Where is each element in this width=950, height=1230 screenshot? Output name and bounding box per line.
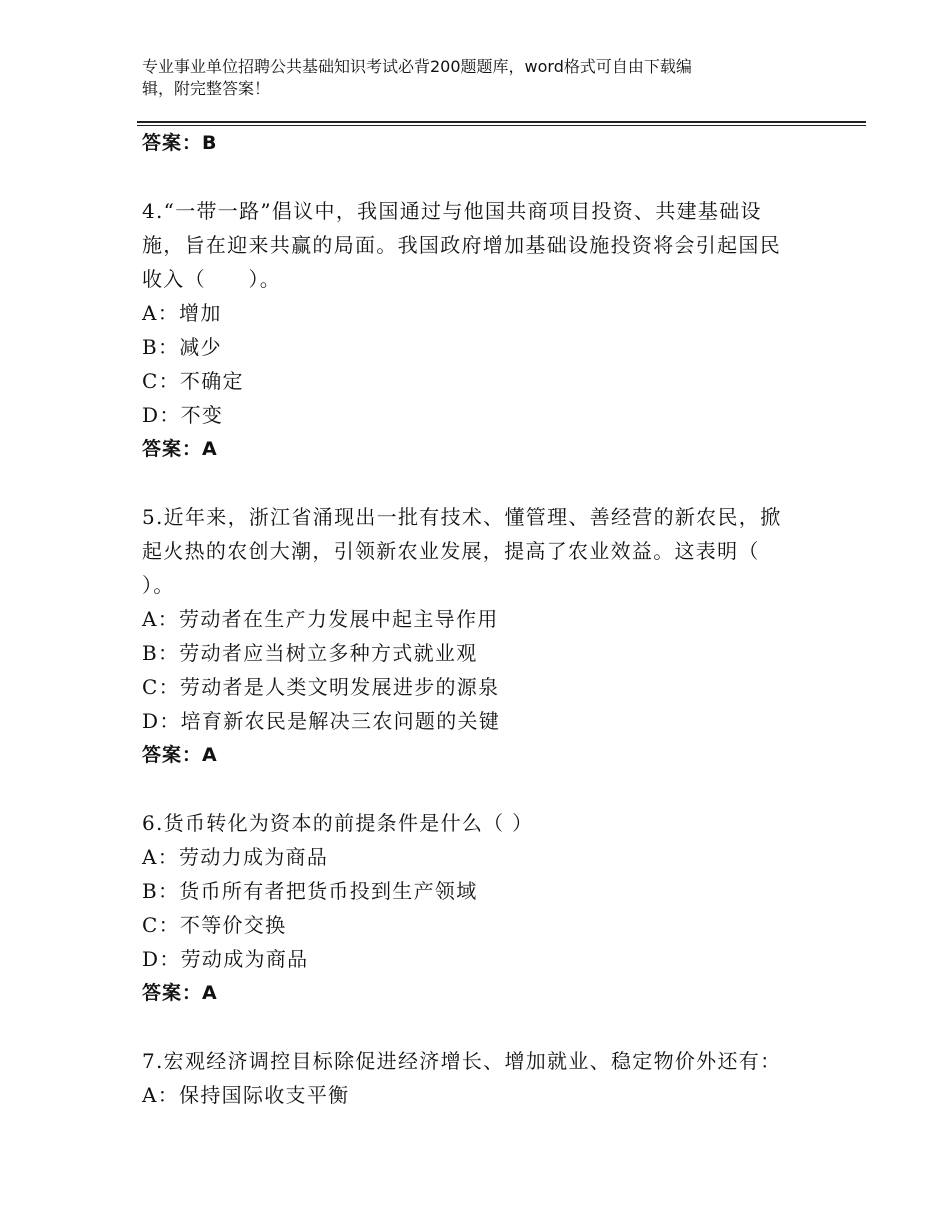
question-text: 7.宏观经济调控目标除促进经济增长、增加就业、稳定物价外还有： [142, 1049, 782, 1073]
spacer [142, 772, 802, 806]
spacer [142, 1010, 802, 1044]
answer: 答案：A [142, 438, 218, 460]
question-text: 5.近年来，浙江省涌现出一批有技术、懂管理、善经营的新农民，掀 [142, 505, 782, 529]
option-c: C：劳动者是人类文明发展进步的源泉 [142, 675, 500, 699]
question-text: 收入（ ）。 [142, 267, 282, 291]
spacer [142, 160, 802, 194]
option-d: D：劳动成为商品 [142, 947, 309, 971]
option-b: B：货币所有者把货币投到生产领域 [142, 879, 478, 903]
option-a: A：劳动者在生产力发展中起主导作用 [142, 607, 499, 631]
question-4 [142, 194, 802, 466]
answer: 答案：A [142, 744, 218, 766]
option-a: A：增加 [142, 301, 222, 325]
question-5 [142, 500, 802, 772]
header-line-1: 专业事业单位招聘公共基础知识考试必背200题题库，word格式可自由下载编 [142, 57, 692, 76]
option-c: C：不等价交换 [142, 913, 287, 937]
header-line-2: 辑，附完整答案！ [142, 79, 271, 98]
option-d: D：培育新农民是解决三农问题的关键 [142, 709, 501, 733]
question-text: 4.“一带一路”倡议中，我国通过与他国共商项目投资、共建基础设 [142, 199, 762, 223]
document-body [142, 126, 802, 1112]
spacer [142, 466, 802, 500]
header-rule-thick [137, 121, 866, 123]
option-a: A：劳动力成为商品 [142, 845, 329, 869]
question-7 [142, 1044, 802, 1112]
option-b: B：减少 [142, 335, 222, 359]
option-d: D：不变 [142, 403, 224, 427]
question-text: 起火热的农创大潮，引领新农业发展，提高了农业效益。这表明（ [142, 539, 760, 563]
answer: 答案：A [142, 982, 218, 1004]
document-header [142, 56, 792, 100]
question-6 [142, 806, 802, 1010]
question-text: ）。 [142, 573, 175, 597]
option-b: B：劳动者应当树立多种方式就业观 [142, 641, 478, 665]
option-c: C：不确定 [142, 369, 244, 393]
question-text: 6.货币转化为资本的前提条件是什么（ ） [142, 811, 534, 835]
option-a: A：保持国际收支平衡 [142, 1083, 350, 1107]
question-text: 施，旨在迎来共赢的局面。我国政府增加基础设施投资将会引起国民 [142, 233, 781, 257]
answer-q3: 答案：B [142, 132, 218, 154]
